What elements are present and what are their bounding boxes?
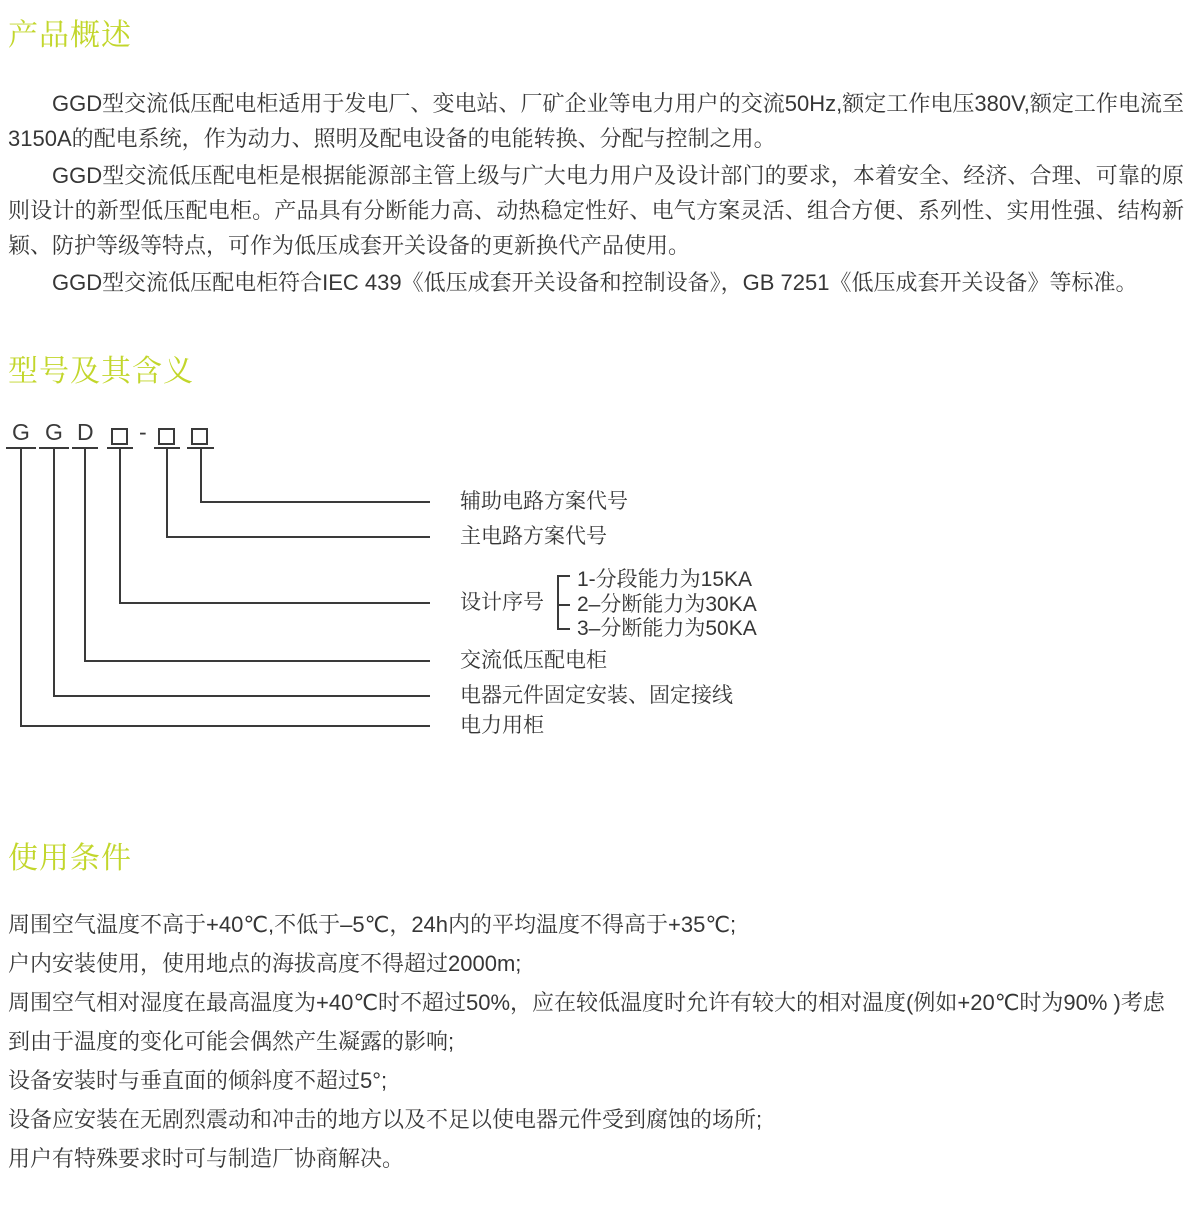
code-letter-g1: G	[12, 419, 30, 445]
label-main-circuit-code: 主电路方案代号	[460, 525, 607, 548]
label-ac-lv-cabinet: 交流低压配电柜	[460, 649, 607, 672]
code-letter-d: D	[77, 419, 94, 445]
overview-paragraph-3: GGD型交流低压配电柜符合IEC 439《低压成套开关设备和控制设备》，GB 7251《低压成套开关设备》等标准。	[52, 270, 1138, 295]
code-separator-dash: -	[139, 419, 147, 445]
code-box-design-serial	[111, 428, 128, 445]
usage-item-humidity: 周围空气相对湿度在最高温度为+40℃时不超过50%，应在较低温度时允许有较大的相对温度(例如+20℃时为90% )考虑到由于温度的变化可能会偶然产生凝露的影响;	[8, 990, 1165, 1054]
overview-paragraph-2: GGD型交流低压配电柜是根据能源部主管上级与广大电力用户及设计部门的要求，本着安全、经济、合理、可靠的原则设计的新型低压配电柜。产品具有分断能力高、动热稳定性好、电气方案灵活、组合方便、系列性、实用性强、结构新颖、防护等级等特点，可作为低压成套开关设备的更新换代产品使用。	[8, 163, 1184, 258]
overview-paragraph-1: GGD型交流低压配电柜适用于发电厂、变电站、厂矿企业等电力用户的交流50Hz,额定工作电压380V,额定工作电流至3150A的配电系统，作为动力、照明及配电设备的电能转换、分配与控制之用。	[8, 91, 1184, 151]
code-box-main-circuit	[158, 428, 175, 445]
label-design-serial: 设计序号	[460, 591, 544, 614]
usage-item-altitude: 户内安装使用，使用地点的海拔高度不得超过2000m;	[8, 951, 522, 976]
design-option-30ka: 2–分断能力为30KA	[577, 593, 757, 616]
model-code-diagram	[0, 418, 1200, 763]
design-option-50ka: 3–分断能力为50KA	[577, 617, 757, 640]
design-option-15ka: 1-分段能力为15KA	[577, 568, 753, 591]
label-fixed-mount-wiring: 电器元件固定安装、固定接线	[460, 684, 733, 707]
usage-item-special-request: 用户有特殊要求时可与制造厂协商解决。	[8, 1146, 405, 1171]
usage-item-vibration: 设备应安装在无剧烈震动和冲击的地方以及不足以使电器元件受到腐蚀的场所;	[8, 1107, 763, 1132]
section-title-usage-conditions: 使用条件	[8, 842, 132, 875]
label-aux-circuit-code: 辅助电路方案代号	[460, 490, 628, 513]
usage-conditions-list	[0, 905, 1200, 1178]
code-letter-g2: G	[45, 419, 63, 445]
code-box-aux-circuit	[191, 428, 208, 445]
usage-item-temperature: 周围空气温度不高于+40℃,不低于–5℃，24h内的平均温度不得高于+35℃;	[8, 912, 737, 937]
section-title-product-overview: 产品概述	[8, 19, 132, 52]
usage-item-tilt: 设备安装时与垂直面的倾斜度不超过5°;	[8, 1068, 388, 1093]
label-power-cabinet: 电力用柜	[460, 714, 544, 737]
section-title-model-meaning: 型号及其含义	[8, 355, 194, 388]
